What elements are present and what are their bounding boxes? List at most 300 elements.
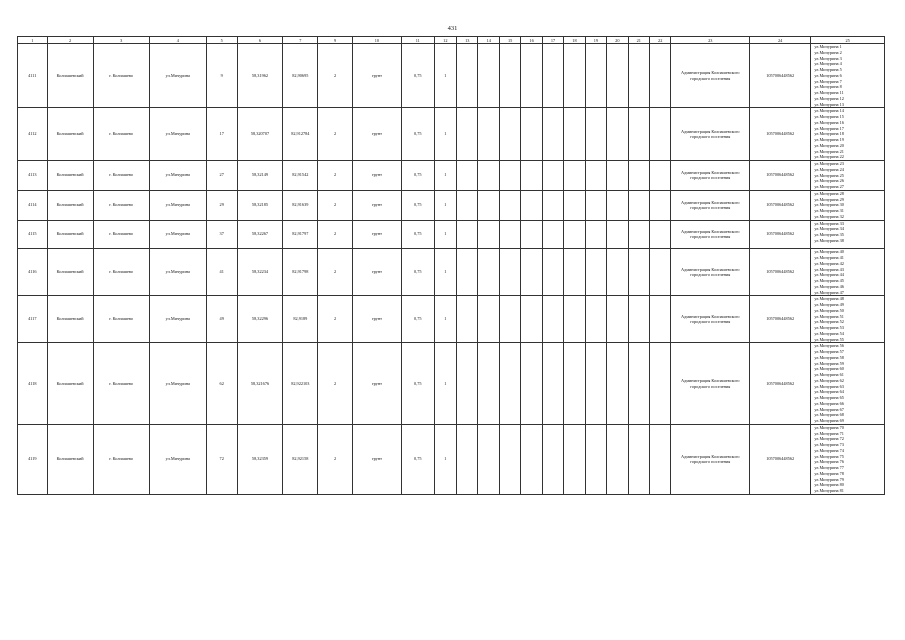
empty-cell [499, 108, 520, 161]
longitude-cell: 82,922103 [283, 343, 318, 425]
ogrn-cell: 1057006448562 [750, 190, 811, 220]
empty-cell [521, 296, 542, 343]
empty-cell [628, 220, 649, 249]
volume-cell: 0,75 [401, 220, 434, 249]
ogrn-cell: 1057006448562 [750, 108, 811, 161]
empty-cell [585, 44, 606, 108]
column-header-25: 25 [811, 37, 885, 44]
empty-cell [457, 161, 478, 191]
ogrn-cell: 1057006448562 [750, 424, 811, 494]
street-cell: ул.Мичурина [149, 108, 206, 161]
surface-cell: грунт [352, 108, 401, 161]
street-cell: ул.Мичурина [149, 424, 206, 494]
volume-cell: 0,75 [401, 190, 434, 220]
empty-cell [499, 249, 520, 296]
surface-cell: грунт [352, 220, 401, 249]
surface-cell: грунт [352, 190, 401, 220]
empty-cell [649, 44, 670, 108]
empty-cell [499, 296, 520, 343]
served-addresses-cell [811, 343, 885, 425]
empty-cell [478, 161, 499, 191]
served-address: ул.Мичурина 6 [814, 72, 842, 78]
empty-cell [564, 161, 585, 191]
settlement-cell: г. Колпашево [93, 44, 149, 108]
served-address: ул.Мичурина 4 [814, 61, 842, 67]
row-number: 4118 [18, 343, 48, 425]
settlement-cell: г. Колпашево [93, 249, 149, 296]
table-row [18, 44, 885, 108]
column-header-24: 24 [750, 37, 811, 44]
empty-cell [628, 249, 649, 296]
longitude-cell: 82,9189 [283, 296, 318, 343]
container-type-cell: 2 [318, 343, 353, 425]
district-cell: Колпашевский [47, 296, 93, 343]
empty-cell [521, 220, 542, 249]
served-address: ул.Мичурина 49 [814, 302, 844, 307]
empty-cell [607, 296, 628, 343]
served-address: ул.Мичурина 59 [814, 360, 844, 366]
empty-cell [478, 220, 499, 249]
served-addresses-cell [811, 161, 885, 191]
empty-cell [499, 161, 520, 191]
served-address: ул.Мичурина 77 [814, 465, 844, 470]
served-address: ул.Мичурина 54 [814, 330, 844, 336]
served-address: ул.Мичурина 67 [814, 406, 844, 412]
served-address: ул.Мичурина 76 [814, 459, 844, 465]
served-address: ул.Мичурина 61 [814, 372, 844, 377]
served-addresses-cell [811, 296, 885, 343]
latitude-cell: 58,31962 [237, 44, 283, 108]
container-type-cell: 2 [318, 44, 353, 108]
owner-cell: Администрация Колпашевского городского поселения [671, 44, 750, 108]
street-cell: ул.Мичурина [149, 249, 206, 296]
settlement-cell: г. Колпашево [93, 161, 149, 191]
ogrn-cell: 1057006448562 [750, 44, 811, 108]
district-cell: Колпашевский [47, 44, 93, 108]
empty-cell [607, 108, 628, 161]
served-address: ул.Мичурина 74 [814, 447, 844, 453]
served-address: ул.Мичурина 17 [814, 125, 844, 131]
ogrn-cell: 1057006448562 [750, 296, 811, 343]
longitude-cell: 82,91798 [283, 249, 318, 296]
served-address: ул.Мичурина 5 [814, 67, 842, 72]
served-address: ул.Мичурина 40 [814, 249, 844, 255]
served-address: ул.Мичурина 24 [814, 166, 844, 172]
container-count-cell: 1 [434, 343, 456, 425]
volume-cell: 0,75 [401, 161, 434, 191]
latitude-cell: 58,32296 [237, 296, 283, 343]
volume-cell: 0,75 [401, 108, 434, 161]
longitude-cell: 82,90695 [283, 44, 318, 108]
empty-cell [542, 424, 563, 494]
empty-cell [585, 424, 606, 494]
served-address: ул.Мичурина 7 [814, 78, 842, 84]
container-type-cell: 2 [318, 424, 353, 494]
served-address: ул.Мичурина 64 [814, 389, 844, 395]
served-address: ул.Мичурина 30 [814, 202, 844, 208]
owner-cell: Администрация Колпашевского городского поселения [671, 190, 750, 220]
ogrn-cell: 1057006448562 [750, 249, 811, 296]
empty-cell [457, 343, 478, 425]
served-address: ул.Мичурина 12 [814, 95, 844, 101]
served-addresses-cell [811, 44, 885, 108]
surface-cell: грунт [352, 424, 401, 494]
served-address: ул.Мичурина 63 [814, 383, 844, 389]
served-address: ул.Мичурина 34 [814, 226, 844, 232]
served-address: ул.Мичурина 53 [814, 325, 844, 330]
served-addresses-cell [811, 190, 885, 220]
owner-cell: Администрация Колпашевского городского поселения [671, 296, 750, 343]
volume-cell: 0,75 [401, 44, 434, 108]
owner-cell: Администрация Колпашевского городского поселения [671, 424, 750, 494]
empty-cell [457, 44, 478, 108]
served-address: ул.Мичурина 42 [814, 260, 844, 266]
empty-cell [499, 44, 520, 108]
empty-cell [564, 249, 585, 296]
volume-cell: 0,75 [401, 424, 434, 494]
empty-cell [649, 343, 670, 425]
served-address: ул.Мичурина 44 [814, 272, 844, 278]
row-number: 4113 [18, 161, 48, 191]
served-addresses-cell [811, 108, 885, 161]
longitude-cell: 82,91797 [283, 220, 318, 249]
latitude-cell: 58,32185 [237, 190, 283, 220]
empty-cell [478, 190, 499, 220]
empty-cell [521, 108, 542, 161]
served-address: ул.Мичурина 50 [814, 307, 844, 313]
column-header-14: 14 [478, 37, 499, 44]
column-header-10: 10 [352, 37, 401, 44]
empty-cell [457, 296, 478, 343]
column-header-5: 5 [206, 37, 237, 44]
street-cell: ул.Мичурина [149, 161, 206, 191]
served-addresses-cell [811, 220, 885, 249]
served-address: ул.Мичурина 45 [814, 278, 844, 283]
column-header-19: 19 [585, 37, 606, 44]
served-address: ул.Мичурина 22 [814, 154, 844, 160]
house-cell: 72 [206, 424, 237, 494]
empty-cell [478, 296, 499, 343]
served-address: ул.Мичурина 56 [814, 343, 844, 349]
column-header-1: 1 [18, 37, 48, 44]
latitude-cell: 58,32234 [237, 249, 283, 296]
empty-cell [628, 161, 649, 191]
served-address: ул.Мичурина 81 [814, 488, 844, 493]
empty-cell [542, 108, 563, 161]
empty-cell [585, 108, 606, 161]
table-row [18, 220, 885, 249]
latitude-cell: 58,321676 [237, 343, 283, 425]
column-header-11: 11 [401, 37, 434, 44]
column-header-18: 18 [564, 37, 585, 44]
house-cell: 29 [206, 190, 237, 220]
served-address: ул.Мичурина 47 [814, 289, 844, 295]
owner-cell: Администрация Колпашевского городского поселения [671, 343, 750, 425]
volume-cell: 0,75 [401, 249, 434, 296]
served-address: ул.Мичурина 48 [814, 296, 844, 302]
served-address: ул.Мичурина 71 [814, 430, 844, 436]
container-count-cell: 1 [434, 296, 456, 343]
volume-cell: 0,75 [401, 296, 434, 343]
served-address: ул.Мичурина 78 [814, 470, 844, 476]
house-cell: 41 [206, 249, 237, 296]
served-address: ул.Мичурина 66 [814, 400, 844, 406]
register-table [17, 36, 885, 495]
served-address: ул.Мичурина 65 [814, 395, 844, 400]
served-address: ул.Мичурина 23 [814, 161, 844, 166]
house-cell: 27 [206, 161, 237, 191]
table-row [18, 424, 885, 494]
district-cell: Колпашевский [47, 108, 93, 161]
owner-cell: Администрация Колпашевского городского поселения [671, 249, 750, 296]
row-number: 4117 [18, 296, 48, 343]
column-header-21: 21 [628, 37, 649, 44]
district-cell: Колпашевский [47, 161, 93, 191]
container-count-cell: 1 [434, 249, 456, 296]
served-address: ул.Мичурина 13 [814, 101, 844, 107]
surface-cell: грунт [352, 249, 401, 296]
served-address: ул.Мичурина 69 [814, 418, 844, 423]
container-count-cell: 1 [434, 220, 456, 249]
empty-cell [649, 190, 670, 220]
empty-cell [521, 44, 542, 108]
empty-cell [521, 161, 542, 191]
column-header-7: 7 [283, 37, 318, 44]
container-count-cell: 1 [434, 190, 456, 220]
empty-cell [649, 220, 670, 249]
served-address: ул.Мичурина 1 [814, 44, 842, 49]
served-address: ул.Мичурина 26 [814, 178, 844, 184]
surface-cell: грунт [352, 296, 401, 343]
empty-cell [478, 424, 499, 494]
column-header-16: 16 [521, 37, 542, 44]
column-header-23: 23 [671, 37, 750, 44]
ogrn-cell: 1057006448562 [750, 343, 811, 425]
container-type-cell: 2 [318, 108, 353, 161]
empty-cell [521, 190, 542, 220]
empty-cell [564, 190, 585, 220]
column-header-9: 9 [318, 37, 353, 44]
latitude-cell: 58,32149 [237, 161, 283, 191]
empty-cell [499, 220, 520, 249]
served-address: ул.Мичурина 38 [814, 237, 844, 243]
street-cell: ул.Мичурина [149, 44, 206, 108]
house-cell: 37 [206, 220, 237, 249]
container-count-cell: 1 [434, 44, 456, 108]
served-address: ул.Мичурина 80 [814, 482, 844, 488]
district-cell: Колпашевский [47, 190, 93, 220]
empty-cell [521, 249, 542, 296]
owner-cell: Администрация Колпашевского городского поселения [671, 220, 750, 249]
column-header-6: 6 [237, 37, 283, 44]
served-address: ул.Мичурина 19 [814, 137, 844, 142]
longitude-cell: 82,91639 [283, 190, 318, 220]
empty-cell [542, 44, 563, 108]
owner-cell: Администрация Колпашевского городского поселения [671, 108, 750, 161]
settlement-cell: г. Колпашево [93, 220, 149, 249]
served-address: ул.Мичурина 27 [814, 184, 844, 189]
served-address: ул.Мичурина 70 [814, 424, 844, 430]
empty-cell [478, 249, 499, 296]
empty-cell [457, 424, 478, 494]
empty-cell [628, 296, 649, 343]
empty-cell [478, 343, 499, 425]
surface-cell: грунт [352, 161, 401, 191]
empty-cell [649, 424, 670, 494]
served-address: ул.Мичурина 68 [814, 412, 844, 418]
volume-cell: 0,75 [401, 343, 434, 425]
served-address: ул.Мичурина 52 [814, 319, 844, 325]
house-cell: 49 [206, 296, 237, 343]
column-header-3: 3 [93, 37, 149, 44]
container-type-cell: 2 [318, 296, 353, 343]
street-cell: ул.Мичурина [149, 296, 206, 343]
served-address: ул.Мичурина 25 [814, 172, 844, 178]
served-addresses-cell [811, 424, 885, 494]
empty-cell [457, 190, 478, 220]
settlement-cell: г. Колпашево [93, 343, 149, 425]
container-type-cell: 2 [318, 249, 353, 296]
served-address: ул.Мичурина 43 [814, 266, 844, 272]
empty-cell [649, 108, 670, 161]
empty-cell [607, 161, 628, 191]
served-address: ул.Мичурина 58 [814, 354, 844, 360]
district-cell: Колпашевский [47, 343, 93, 425]
empty-cell [607, 44, 628, 108]
row-number: 4115 [18, 220, 48, 249]
served-address: ул.Мичурина 20 [814, 142, 844, 148]
ogrn-cell: 1057006448562 [750, 161, 811, 191]
settlement-cell: г. Колпашево [93, 190, 149, 220]
empty-cell [478, 44, 499, 108]
served-address: ул.Мичурина 55 [814, 336, 844, 342]
empty-cell [499, 424, 520, 494]
district-cell: Колпашевский [47, 424, 93, 494]
empty-cell [628, 108, 649, 161]
table-row [18, 343, 885, 425]
house-cell: 17 [206, 108, 237, 161]
served-address: ул.Мичурина 14 [814, 108, 844, 114]
longitude-cell: 82,91542 [283, 161, 318, 191]
surface-cell: грунт [352, 343, 401, 425]
served-address: ул.Мичурина 35 [814, 232, 844, 237]
district-cell: Колпашевский [47, 249, 93, 296]
latitude-cell: 58,32267 [237, 220, 283, 249]
container-count-cell: 1 [434, 161, 456, 191]
latitude-cell: 58,320707 [237, 108, 283, 161]
empty-cell [521, 424, 542, 494]
row-number: 4116 [18, 249, 48, 296]
empty-cell [607, 424, 628, 494]
container-count-cell: 1 [434, 108, 456, 161]
empty-cell [628, 343, 649, 425]
served-address: ул.Мичурина 32 [814, 213, 844, 219]
empty-cell [542, 220, 563, 249]
empty-cell [521, 343, 542, 425]
served-address: ул.Мичурина 31 [814, 208, 844, 213]
column-header-4: 4 [149, 37, 206, 44]
row-number: 4119 [18, 424, 48, 494]
empty-cell [649, 161, 670, 191]
empty-cell [585, 161, 606, 191]
street-cell: ул.Мичурина [149, 190, 206, 220]
empty-cell [628, 44, 649, 108]
district-cell: Колпашевский [47, 220, 93, 249]
table-row [18, 190, 885, 220]
empty-cell [542, 161, 563, 191]
column-header-20: 20 [607, 37, 628, 44]
served-address: ул.Мичурина 41 [814, 255, 844, 260]
served-address: ул.Мичурина 8 [814, 84, 842, 90]
empty-cell [564, 343, 585, 425]
column-header-17: 17 [542, 37, 563, 44]
empty-cell [649, 249, 670, 296]
empty-cell [457, 220, 478, 249]
served-address: ул.Мичурина 11 [814, 90, 844, 95]
empty-cell [607, 343, 628, 425]
served-address: ул.Мичурина 33 [814, 220, 844, 226]
served-address: ул.Мичурина 75 [814, 453, 844, 459]
served-address: ул.Мичурина 72 [814, 436, 844, 442]
empty-cell [649, 296, 670, 343]
latitude-cell: 58,32359 [237, 424, 283, 494]
served-address: ул.Мичурина 46 [814, 283, 844, 289]
empty-cell [607, 190, 628, 220]
empty-cell [542, 343, 563, 425]
served-address: ул.Мичурина 51 [814, 313, 844, 319]
column-header-13: 13 [457, 37, 478, 44]
served-address: ул.Мичурина 79 [814, 476, 844, 482]
longitude-cell: 82,92158 [283, 424, 318, 494]
table-row [18, 296, 885, 343]
served-address: ул.Мичурина 62 [814, 377, 844, 383]
served-address: ул.Мичурина 18 [814, 131, 844, 137]
empty-cell [564, 220, 585, 249]
served-address: ул.Мичурина 3 [814, 55, 842, 61]
empty-cell [564, 424, 585, 494]
empty-cell [499, 343, 520, 425]
empty-cell [607, 249, 628, 296]
served-address: ул.Мичурина 60 [814, 366, 844, 372]
empty-cell [585, 249, 606, 296]
empty-cell [499, 190, 520, 220]
empty-cell [457, 108, 478, 161]
served-address: ул.Мичурина 28 [814, 190, 844, 196]
served-address: ул.Мичурина 57 [814, 349, 844, 354]
settlement-cell: г. Колпашево [93, 108, 149, 161]
container-type-cell: 2 [318, 161, 353, 191]
column-header-15: 15 [499, 37, 520, 44]
empty-cell [542, 190, 563, 220]
settlement-cell: г. Колпашево [93, 424, 149, 494]
table-row [18, 108, 885, 161]
served-address: ул.Мичурина 15 [814, 114, 844, 119]
served-address: ул.Мичурина 29 [814, 196, 844, 202]
row-number: 4112 [18, 108, 48, 161]
settlement-cell: г. Колпашево [93, 296, 149, 343]
house-cell: 9 [206, 44, 237, 108]
empty-cell [564, 44, 585, 108]
served-address: ул.Мичурина 2 [814, 49, 842, 55]
column-header-12: 12 [434, 37, 456, 44]
row-number: 4111 [18, 44, 48, 108]
empty-cell [628, 424, 649, 494]
ogrn-cell: 1057006448562 [750, 220, 811, 249]
house-cell: 62 [206, 343, 237, 425]
empty-cell [585, 220, 606, 249]
empty-cell [628, 190, 649, 220]
empty-cell [542, 296, 563, 343]
